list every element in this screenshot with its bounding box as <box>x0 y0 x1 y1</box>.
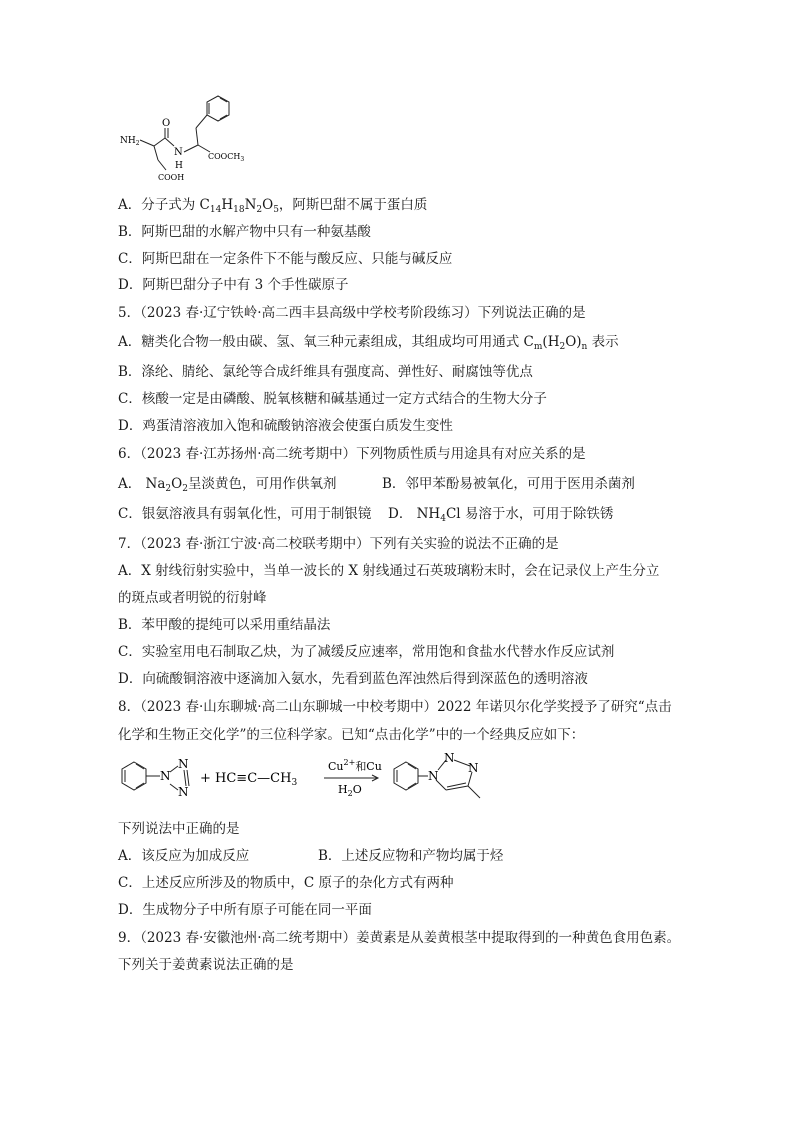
q4-option-c: C．阿斯巴甜在一定条件下不能与酸反应、只能与碱反应 <box>118 251 453 267</box>
q7-option-a-line2: 的斑点或者明锐的衍射峰 <box>118 590 267 606</box>
reactant-n1: N <box>160 769 171 783</box>
q6-option-a: A． $Na_2O_2$呈淡黄色，可用作供氧剂 <box>118 476 337 494</box>
q7-option-b: B．苯甲酸的提纯可以采用重结晶法 <box>118 617 331 633</box>
q7-option-a-line1: A．X 射线衍射实验中，当单一波长的 X 射线通过石英玻璃粉末时，会在记录仪上产生分立 <box>118 563 660 579</box>
q7-option-c: C．实验室用电石制取乙炔，为了减缓反应速率，常用饱和食盐水代替水作反应试剂 <box>118 644 615 660</box>
amide-n-label: N <box>174 147 183 158</box>
q8-option-c: C．上述反应所涉及的物质中，C 原子的杂化方式有两种 <box>118 875 454 891</box>
q8-option-b: B．上述反应物和产物均属于烃 <box>318 848 504 864</box>
q6-option-c: C．银氨溶液具有弱氧化性，可用于制银镜 <box>118 506 372 522</box>
q5-option-b: B．涤纶、腈纶、氯纶等合成纤维具有强度高、弹性好、耐腐蚀等优点 <box>118 364 533 380</box>
product-n2: N <box>444 751 455 765</box>
product-n3: N <box>468 761 479 775</box>
cooh-label: COOH <box>158 173 185 182</box>
q8-option-a: A．该反应为加成反应 <box>118 848 250 864</box>
q8-stem-line1: 8．（2023 春·山东聊城·高二山东聊城一中校考期中）2022 年诺贝尔化学奖授予了研究“点击 <box>118 699 672 715</box>
reaction-catalyst: $Cu^{2+}$和Cu <box>328 758 382 773</box>
q4-option-d: D．阿斯巴甜分子中有 3 个手性碳原子 <box>118 277 349 293</box>
alkyne-formula: + $HC\equiv C—CH_3$ <box>200 771 298 788</box>
q8-ask: 下列说法中正确的是 <box>118 821 240 837</box>
q4-option-b: B．阿斯巴甜的水解产物中只有一种氨基酸 <box>118 224 371 240</box>
amide-h-label: H <box>175 161 183 171</box>
reaction-solvent: $H_2O$ <box>338 783 362 798</box>
q4-option-a: A．分子式为 $C_{14}H_{18}N_2O_5$，阿斯巴甜不属于蛋白质 <box>118 197 428 215</box>
reactant-n3: N <box>178 785 189 799</box>
aspartame-structure <box>118 90 268 190</box>
q5-option-c: C．核酸一定是由磷酸、脱氧核糖和碱基通过一定方式结合的生物大分子 <box>118 391 547 407</box>
q5-option-a: A．糖类化合物一般由碳、氢、氧三种元素组成，其组成均可用通式 $C_m(H_2O)_n$ 表示 <box>118 334 619 352</box>
nh2-label: $NH_2$ <box>120 136 140 147</box>
q6-option-d: D． $NH_4Cl$ 易溶于水，可用于除铁锈 <box>388 506 614 524</box>
reactant-n2: N <box>178 757 189 771</box>
carbonyl-o-label: O <box>162 118 171 129</box>
q8-stem-line2: 化学和生物正交化学”的三位科学家。已知“点击化学”中的一个经典反应如下： <box>118 727 585 743</box>
q9-stem-line1: 9．（2023 春·安徽池州·高二统考期中）姜黄素是从姜黄根茎中提取得到的一种黄色食用色素。 <box>118 930 681 946</box>
q7-option-d: D．向硫酸铜溶液中逐滴加入氨水，先看到蓝色浑浊然后得到深蓝色的透明溶液 <box>118 671 588 687</box>
q5-option-d: D．鸡蛋清溶液加入饱和硫酸钠溶液会使蛋白质发生变性 <box>118 418 453 434</box>
q7-stem: 7．（2023 春·浙江宁波·高二校联考期中）下列有关实验的说法不正确的是 <box>118 536 559 552</box>
cooch3-label: $COOCH_3$ <box>208 152 245 163</box>
q8-option-d: D．生成物分子中所有原子可能在同一平面 <box>118 902 372 918</box>
click-reaction-scheme <box>116 748 516 808</box>
q6-stem: 6．（2023 春·江苏扬州·高二统考期中）下列物质性质与用途具有对应关系的是 <box>118 446 586 462</box>
q6-option-b: B．邻甲苯酚易被氧化，可用于医用杀菌剂 <box>382 476 635 492</box>
q5-stem: 5．（2023 春·辽宁铁岭·高二西丰县高级中学校考阶段练习）下列说法正确的是 <box>118 305 586 321</box>
product-n1: N <box>428 769 439 783</box>
q9-stem-line2: 下列关于姜黄素说法正确的是 <box>118 957 294 973</box>
